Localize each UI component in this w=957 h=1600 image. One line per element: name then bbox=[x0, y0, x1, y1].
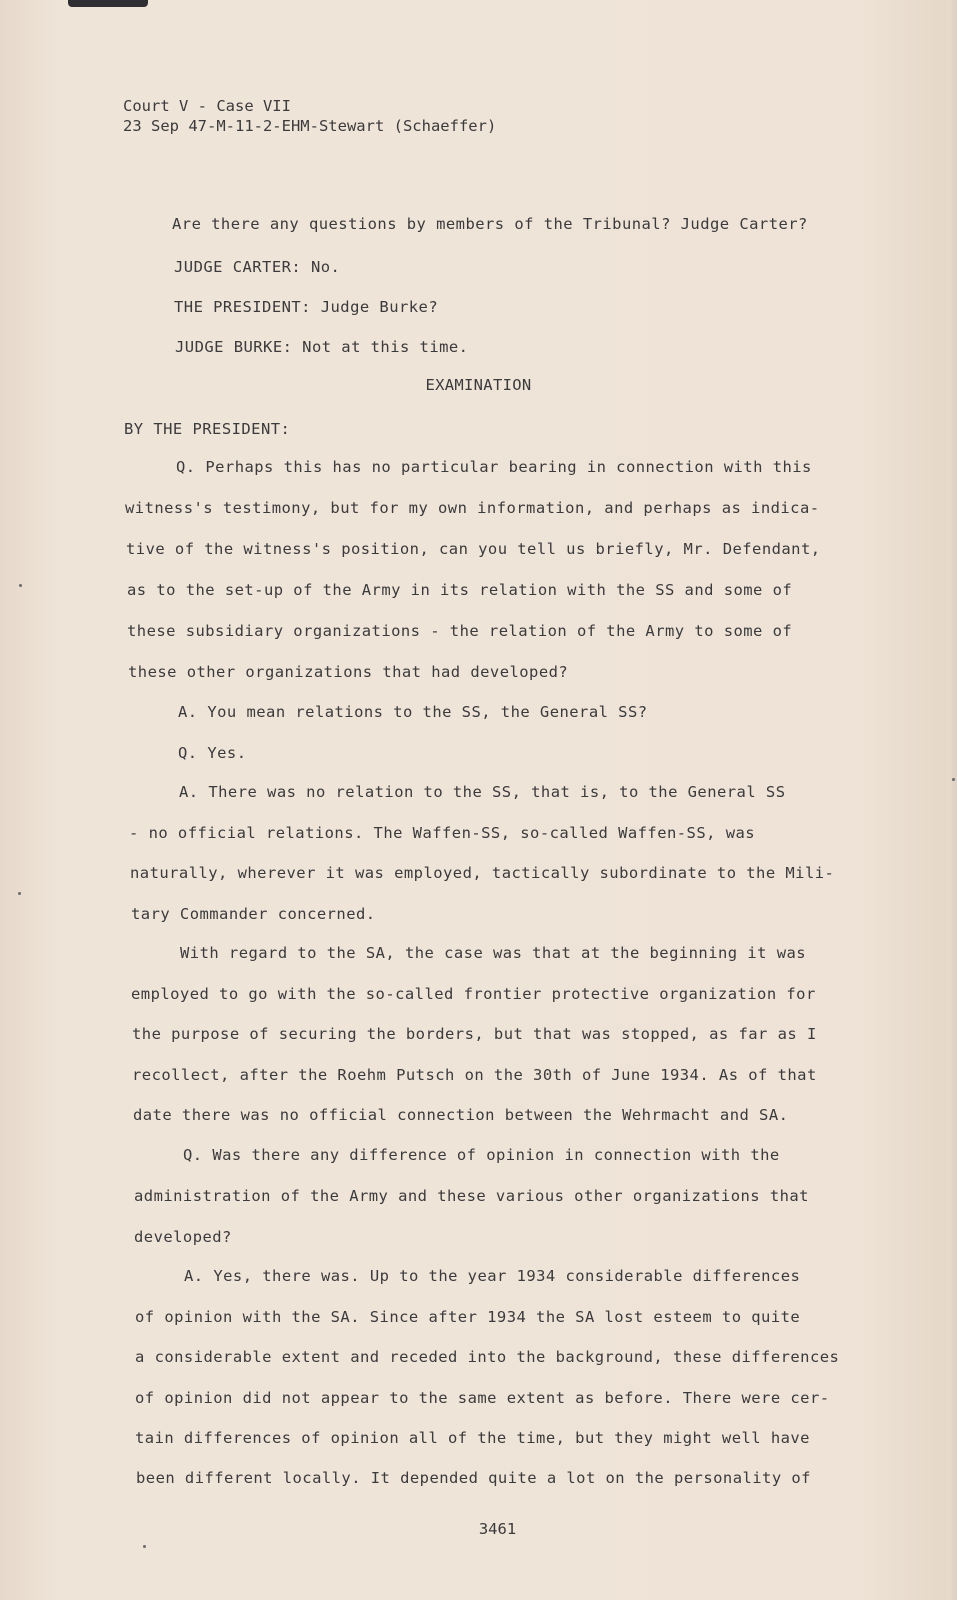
text-line: as to the set-up of the Army in its relation with the SS and some of bbox=[127, 581, 793, 599]
text-line: employed to go with the so-called frontier protective organization for bbox=[131, 985, 816, 1003]
text-line: JUDGE CARTER: No. bbox=[174, 258, 341, 276]
text-line: THE PRESIDENT: Judge Burke? bbox=[174, 298, 439, 316]
text-line: tain differences of opinion all of the time, but they might well have bbox=[135, 1429, 810, 1447]
text-line: Q. Perhaps this has no particular bearing in connection with this bbox=[176, 458, 812, 476]
text-line: tive of the witness's position, can you tell us briefly, Mr. Defendant, bbox=[126, 540, 821, 558]
section-heading: EXAMINATION bbox=[425, 376, 532, 394]
margin-mark bbox=[952, 778, 955, 781]
text-line: of opinion with the SA. Since after 1934 the SA lost esteem to quite bbox=[135, 1308, 801, 1326]
case-reference: 23 Sep 47-M-11-2-EHM-Stewart (Schaeffer) bbox=[123, 117, 497, 135]
text-line: Q. Yes. bbox=[178, 744, 247, 762]
text-line: Are there any questions by members of the Tribunal? Judge Carter? bbox=[172, 215, 808, 233]
text-line: the purpose of securing the borders, but that was stopped, as far as I bbox=[132, 1025, 817, 1043]
case-header: Court V - Case VII bbox=[123, 97, 291, 115]
text-line: been different locally. It depended quite a lot on the personality of bbox=[136, 1469, 811, 1487]
text-line: witness's testimony, but for my own information, and perhaps as indica- bbox=[125, 499, 820, 517]
text-line: A. You mean relations to the SS, the General SS? bbox=[178, 703, 648, 721]
text-line: With regard to the SA, the case was that at the beginning it was bbox=[180, 944, 807, 962]
text-line: tary Commander concerned. bbox=[131, 905, 376, 923]
text-line: A. There was no relation to the SS, that is, to the General SS bbox=[179, 783, 786, 801]
text-line: - no official relations. The Waffen-SS, so-called Waffen-SS, was bbox=[129, 824, 756, 842]
margin-mark bbox=[143, 1545, 146, 1548]
margin-mark bbox=[18, 892, 21, 895]
text-line: naturally, wherever it was employed, tactically subordinate to the Mili- bbox=[130, 864, 835, 882]
text-line: of opinion did not appear to the same extent as before. There were cer- bbox=[135, 1389, 830, 1407]
text-line: A. Yes, there was. Up to the year 1934 considerable differences bbox=[184, 1267, 801, 1285]
text-line: developed? bbox=[134, 1228, 232, 1246]
text-line: BY THE PRESIDENT: bbox=[124, 420, 291, 438]
margin-mark bbox=[19, 584, 22, 587]
text-line: a considerable extent and receded into the background, these differences bbox=[135, 1348, 840, 1366]
page-edge bbox=[947, 0, 957, 1600]
text-line: these subsidiary organizations - the relation of the Army to some of bbox=[127, 622, 793, 640]
text-line: these other organizations that had developed? bbox=[128, 663, 569, 681]
binding-tape bbox=[68, 0, 148, 7]
text-line: date there was no official connection between the Wehrmacht and SA. bbox=[133, 1106, 789, 1124]
page-number: 3461 bbox=[478, 1520, 517, 1538]
text-line: recollect, after the Roehm Putsch on the 30th of June 1934. As of that bbox=[132, 1066, 817, 1084]
text-line: Q. Was there any difference of opinion in connection with the bbox=[183, 1146, 780, 1164]
text-line: JUDGE BURKE: Not at this time. bbox=[175, 338, 469, 356]
text-line: administration of the Army and these various other organizations that bbox=[134, 1187, 809, 1205]
